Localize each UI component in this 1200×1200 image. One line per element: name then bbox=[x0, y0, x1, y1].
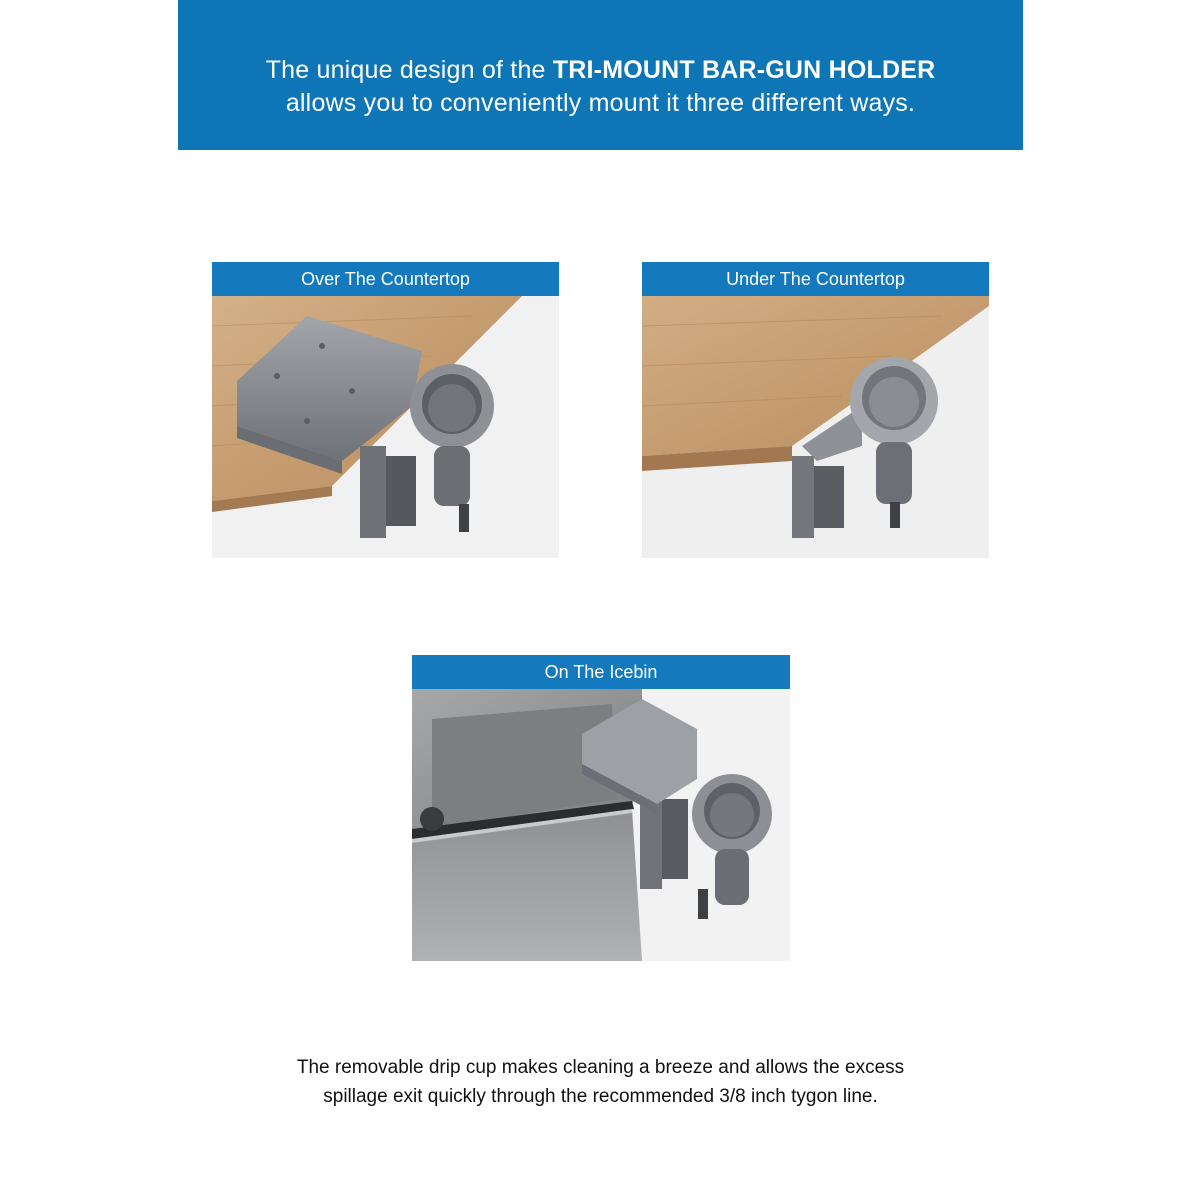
footer-description bbox=[178, 1053, 1023, 1111]
panel-on-icebin bbox=[412, 655, 790, 961]
on-icebin-image bbox=[412, 689, 790, 961]
panel-under-countertop bbox=[642, 262, 989, 558]
under-countertop-image bbox=[642, 296, 989, 558]
header-banner bbox=[178, 0, 1023, 150]
header-line-2: allows you to conveniently mount it three different ways. bbox=[285, 89, 916, 117]
over-countertop-image bbox=[212, 296, 559, 558]
panel-label-over-countertop: Over The Countertop bbox=[212, 262, 559, 297]
footer-line-1: The removable drip cup makes cleaning a breeze and allows the excess bbox=[296, 1057, 905, 1078]
panel-over-countertop bbox=[212, 262, 559, 558]
footer-line-2: spillage exit quickly through the recommended 3/8 inch tygon line. bbox=[323, 1086, 878, 1107]
product-name: TRI-MOUNT BAR-GUN HOLDER bbox=[552, 56, 936, 84]
panel-label-under-countertop: Under The Countertop bbox=[642, 262, 989, 297]
header-line-1 bbox=[178, 54, 1023, 87]
header-intro-text: The unique design of the bbox=[265, 56, 553, 84]
panel-label-on-icebin: On The Icebin bbox=[412, 655, 790, 690]
